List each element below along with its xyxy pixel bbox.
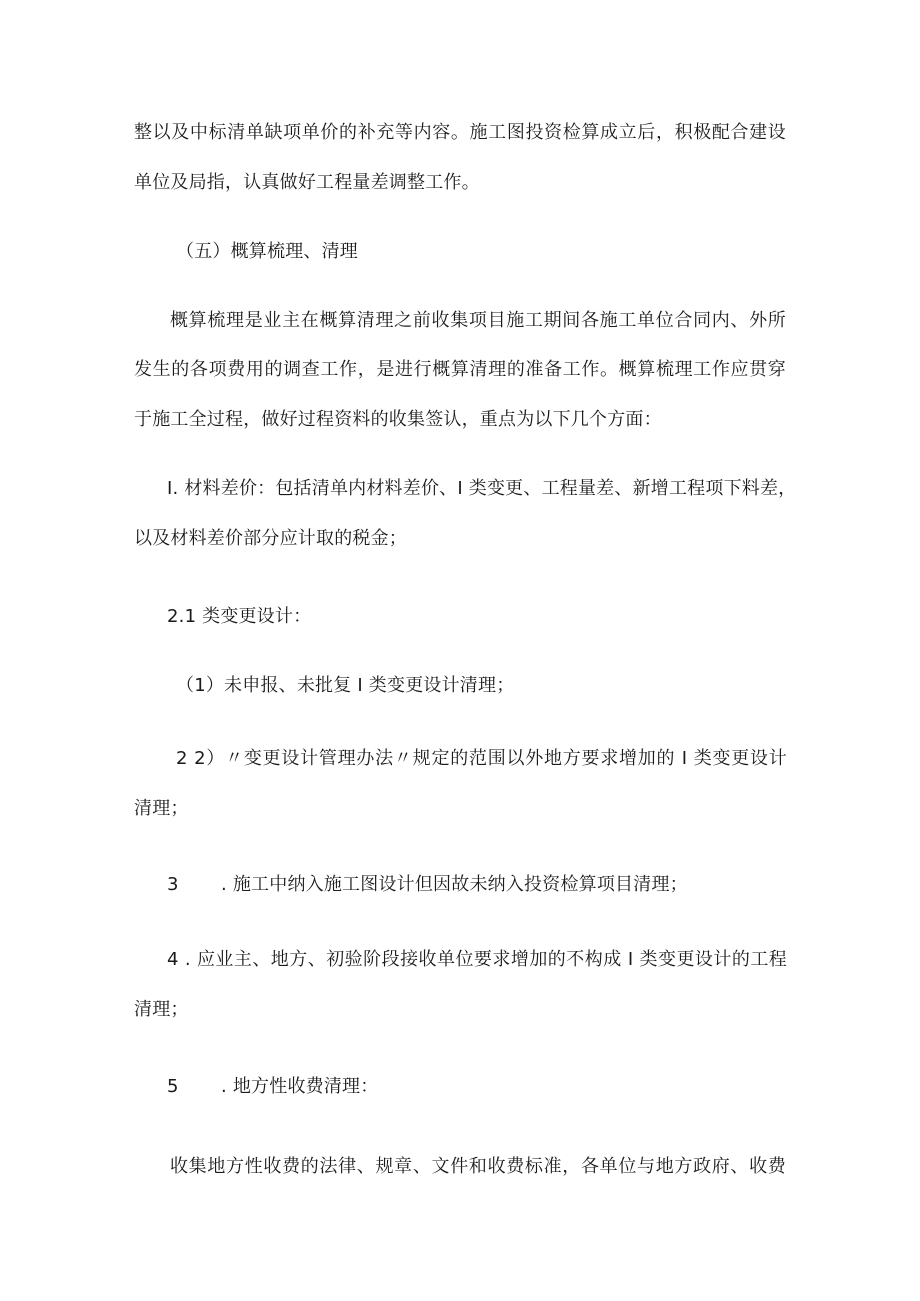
subitem-2-line-1: 2 2）〃变更设计管理办法〃规定的范围以外地方要求增加的 I 类变更设计 — [176, 748, 787, 769]
intro-paragraph-line-1: 整以及中标清单缺项单价的补充等内容。施工图投资检算成立后，积极配合建设 — [134, 122, 786, 143]
section-heading: （五）概算梳理、清理 — [176, 241, 358, 262]
material-item-line-1: I. 材料差价：包括清单内材料差价、I 类变更、工程量差、新增工程项下料差， — [167, 478, 797, 499]
material-item-line-2: 以及材料差价部分应计取的税金； — [134, 528, 407, 549]
item-4-line-2: 清理； — [134, 999, 189, 1020]
item-5-text: . 地方性收费清理： — [221, 1076, 379, 1097]
design-change-item: 2.1 类变更设计： — [167, 606, 312, 627]
subitem-1: （1）未申报、未批复 I 类变更设计清理； — [176, 675, 515, 696]
main-paragraph-line-2: 发生的各项费用的调查工作，是进行概算清理的准备工作。概算梳理工作应贯穿 — [134, 359, 786, 380]
main-paragraph-line-3: 于施工全过程，做好过程资料的收集签认，重点为以下几个方面： — [134, 409, 662, 430]
item-3 — [167, 873, 688, 897]
subitem-2-line-2: 清理； — [134, 798, 189, 819]
item-3-number: 3 — [167, 874, 179, 895]
item-5-number: 5 — [167, 1076, 179, 1097]
item-3-text: . 施工中纳入施工图设计但因故未纳入投资检算项目清理； — [221, 874, 688, 895]
intro-paragraph-line-2: 单位及局指，认真做好工程量差调整工作。 — [134, 172, 480, 193]
fees-paragraph-line-1: 收集地方性收费的法律、规章、文件和收费标准，各单位与地方政府、收费 — [170, 1156, 786, 1177]
item-4-line-1: 4 . 应业主、地方、初验阶段接收单位要求增加的不构成 I 类变更设计的工程 — [167, 949, 787, 970]
main-paragraph-line-1: 概算梳理是业主在概算清理之前收集项目施工期间各施工单位合同内、外所 — [170, 310, 786, 331]
item-5 — [167, 1075, 378, 1099]
